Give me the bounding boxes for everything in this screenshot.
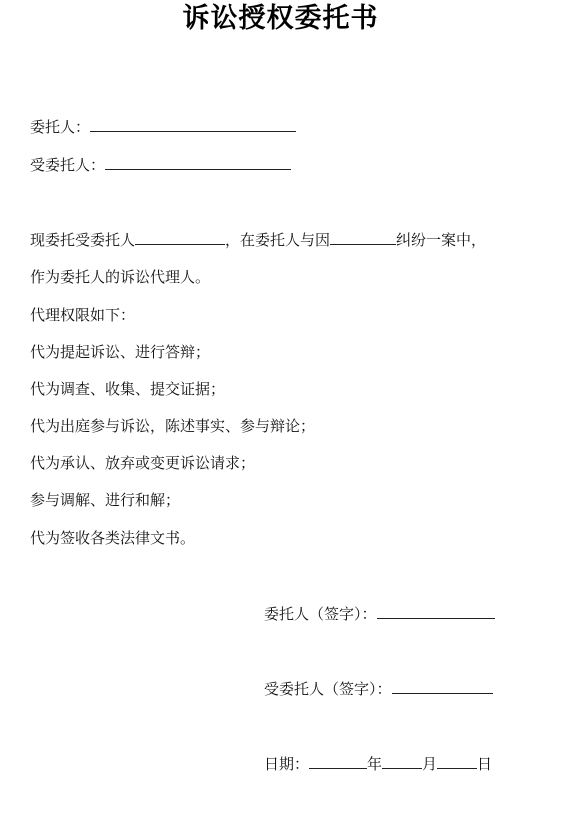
paragraph-1-part-c: 纠纷一案中，	[396, 231, 487, 249]
principal-label: 委托人：	[30, 118, 91, 136]
scope-item: 代为承认、放弃或变更诉讼请求；	[30, 454, 256, 472]
principal-line	[30, 117, 296, 137]
year-label: 年	[367, 755, 383, 773]
scope-item: 参与调解、进行和解；	[30, 491, 181, 509]
principal-blank[interactable]	[90, 117, 296, 132]
day-blank[interactable]	[437, 754, 477, 769]
agent-label: 受委托人：	[30, 156, 106, 174]
date-label: 日期：	[264, 755, 310, 773]
agent-name-blank[interactable]	[135, 230, 225, 245]
year-blank[interactable]	[309, 754, 367, 769]
paragraph-1-part-a: 现委托受委托人	[30, 231, 136, 249]
month-blank[interactable]	[382, 754, 422, 769]
scope-item: 代为提起诉讼、进行答辩；	[30, 343, 211, 361]
agent-line	[30, 155, 291, 175]
scope-item: 代为签收各类法律文书。	[30, 529, 196, 547]
scope-item: 代为出庭参与诉讼，陈述事实、参与辩论；	[30, 417, 316, 435]
document-title: 诉讼授权委托书	[182, 3, 379, 34]
date-line	[264, 754, 492, 774]
paragraph-1-part-b: ，在委托人与因	[225, 231, 331, 249]
agent-blank[interactable]	[105, 155, 291, 170]
dispute-blank[interactable]	[330, 230, 396, 245]
agent-signature-blank[interactable]	[392, 679, 493, 694]
paragraph-1-line-2: 作为委托人的诉讼代理人。	[30, 268, 211, 286]
principal-signature-blank[interactable]	[377, 604, 495, 619]
paragraph-1-line-1	[30, 230, 486, 250]
agent-signature-label: 受委托人（签字）：	[264, 680, 392, 698]
agent-signature-line	[264, 679, 493, 699]
scope-heading: 代理权限如下：	[30, 306, 136, 324]
scope-item: 代为调查、收集、提交证据；	[30, 380, 226, 398]
principal-signature-line	[264, 604, 495, 624]
month-label: 月	[422, 755, 438, 773]
day-label: 日	[477, 755, 493, 773]
principal-signature-label: 委托人（签字）：	[264, 605, 377, 623]
